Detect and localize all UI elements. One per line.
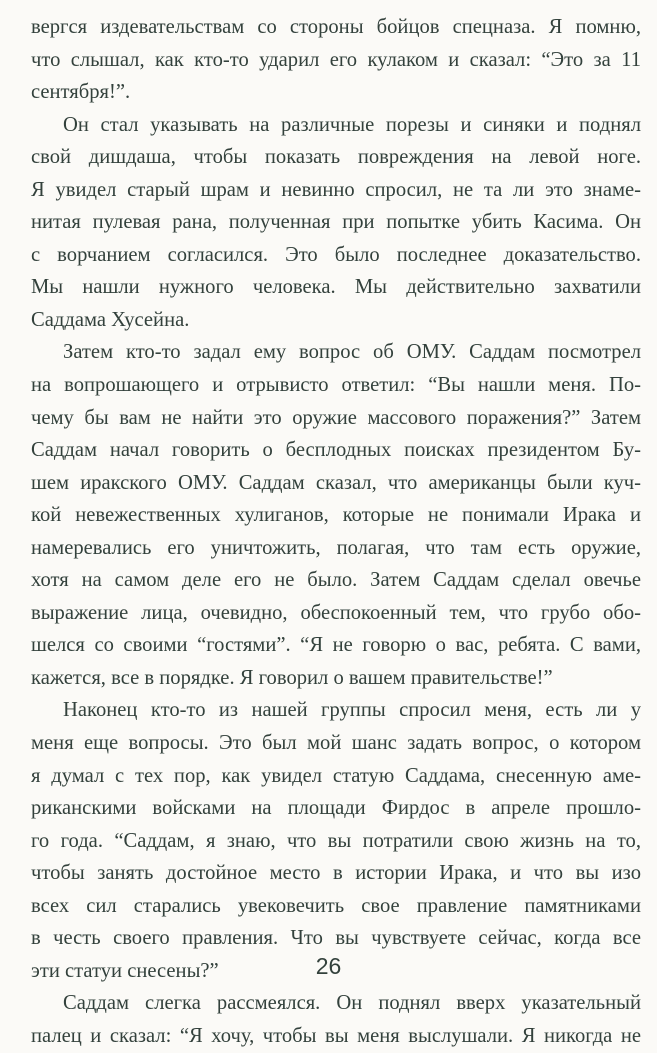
text-line: выражение лица, очевидно, обеспокоенный тем, что грубо обо- [31, 601, 641, 624]
text-line: намеревались его уничтожить, полагая, что там есть оружие, [31, 536, 641, 559]
text-line: эти статуи снесены?” [31, 959, 219, 982]
text-line: кажется, все в порядке. Я говорил о вашем правительстве!” [31, 666, 553, 689]
text-line: чему бы вам не найти это оружие массового поражения?” Затем [31, 406, 641, 429]
text-line: меня еще вопросы. Это был мой шанс задать вопрос, о котором [31, 732, 641, 755]
text-line: Саддам начал говорить о бесплодных поисках президентом Бу- [31, 439, 641, 462]
text-line: на вопрошающего и отрывисто ответил: “Вы нашли меня. По- [31, 374, 641, 397]
text-line: в честь своего правления. Что вы чувствуете сейчас, когда все [31, 927, 641, 950]
text-line: Саддама Хусейна. [31, 308, 190, 331]
text-line: шелся со своими “гостями”. “Я не говорю о вас, ребята. С вами, [31, 634, 641, 657]
text-line: Он стал указывать на различные порезы и синяки и поднял [63, 113, 641, 136]
page-number: 26 [315, 953, 342, 979]
text-line: что слышал, как кто-то ударил его кулаком и сказал: “Это за 11 [31, 48, 641, 71]
text-line: го года. “Саддам, я знаю, что вы потратили свою жизнь на то, [31, 829, 641, 852]
text-line: хотя на самом деле его не было. Затем Саддам сделал овечье [31, 569, 641, 592]
text-line: Наконец кто-то из нашей группы спросил меня, есть ли у [63, 699, 641, 722]
text-line: Мы нашли нужного человека. Мы действительно захватили [31, 276, 641, 299]
text-line: чтобы занять достойное место в истории Ирака, и что вы изо [31, 862, 641, 885]
text-line: нитая пулевая рана, полученная при попытке убить Касима. Он [31, 211, 641, 234]
text-line: шем иракского ОМУ. Саддам сказал, что американцы были куч- [31, 471, 641, 494]
text-line: сентября!”. [31, 81, 131, 104]
text-line: я думал с тех пор, как увидел статую Саддама, снесенную аме- [31, 764, 641, 787]
text-line: Я увидел старый шрам и невинно спросил, не та ли это знаме- [31, 178, 641, 201]
text-line: вергся издевательствам со стороны бойцов спецназа. Я помню, [31, 16, 641, 38]
body-text [31, 11, 641, 1053]
text-line: Саддам слегка рассмеялся. Он поднял вверх указательный [63, 992, 641, 1015]
text-line: свой дишдаша, чтобы показать повреждения на левой ноге. [31, 146, 641, 169]
text-line: риканскими войсками на площади Фирдос в апреле прошло- [31, 797, 641, 820]
text-line: всех сил старались увековечить свое правление памятниками [31, 894, 641, 917]
text-line: Затем кто-то задал ему вопрос об ОМУ. Саддам посмотрел [63, 341, 641, 364]
text-line: с ворчанием согласился. Это было последнее доказательство. [31, 243, 641, 266]
text-line: кой невежественных хулиганов, которые не понимали Ирака и [31, 504, 641, 527]
text-line: палец и сказал: “Я хочу, чтобы вы меня выслушали. Я никогда не [31, 1024, 641, 1047]
